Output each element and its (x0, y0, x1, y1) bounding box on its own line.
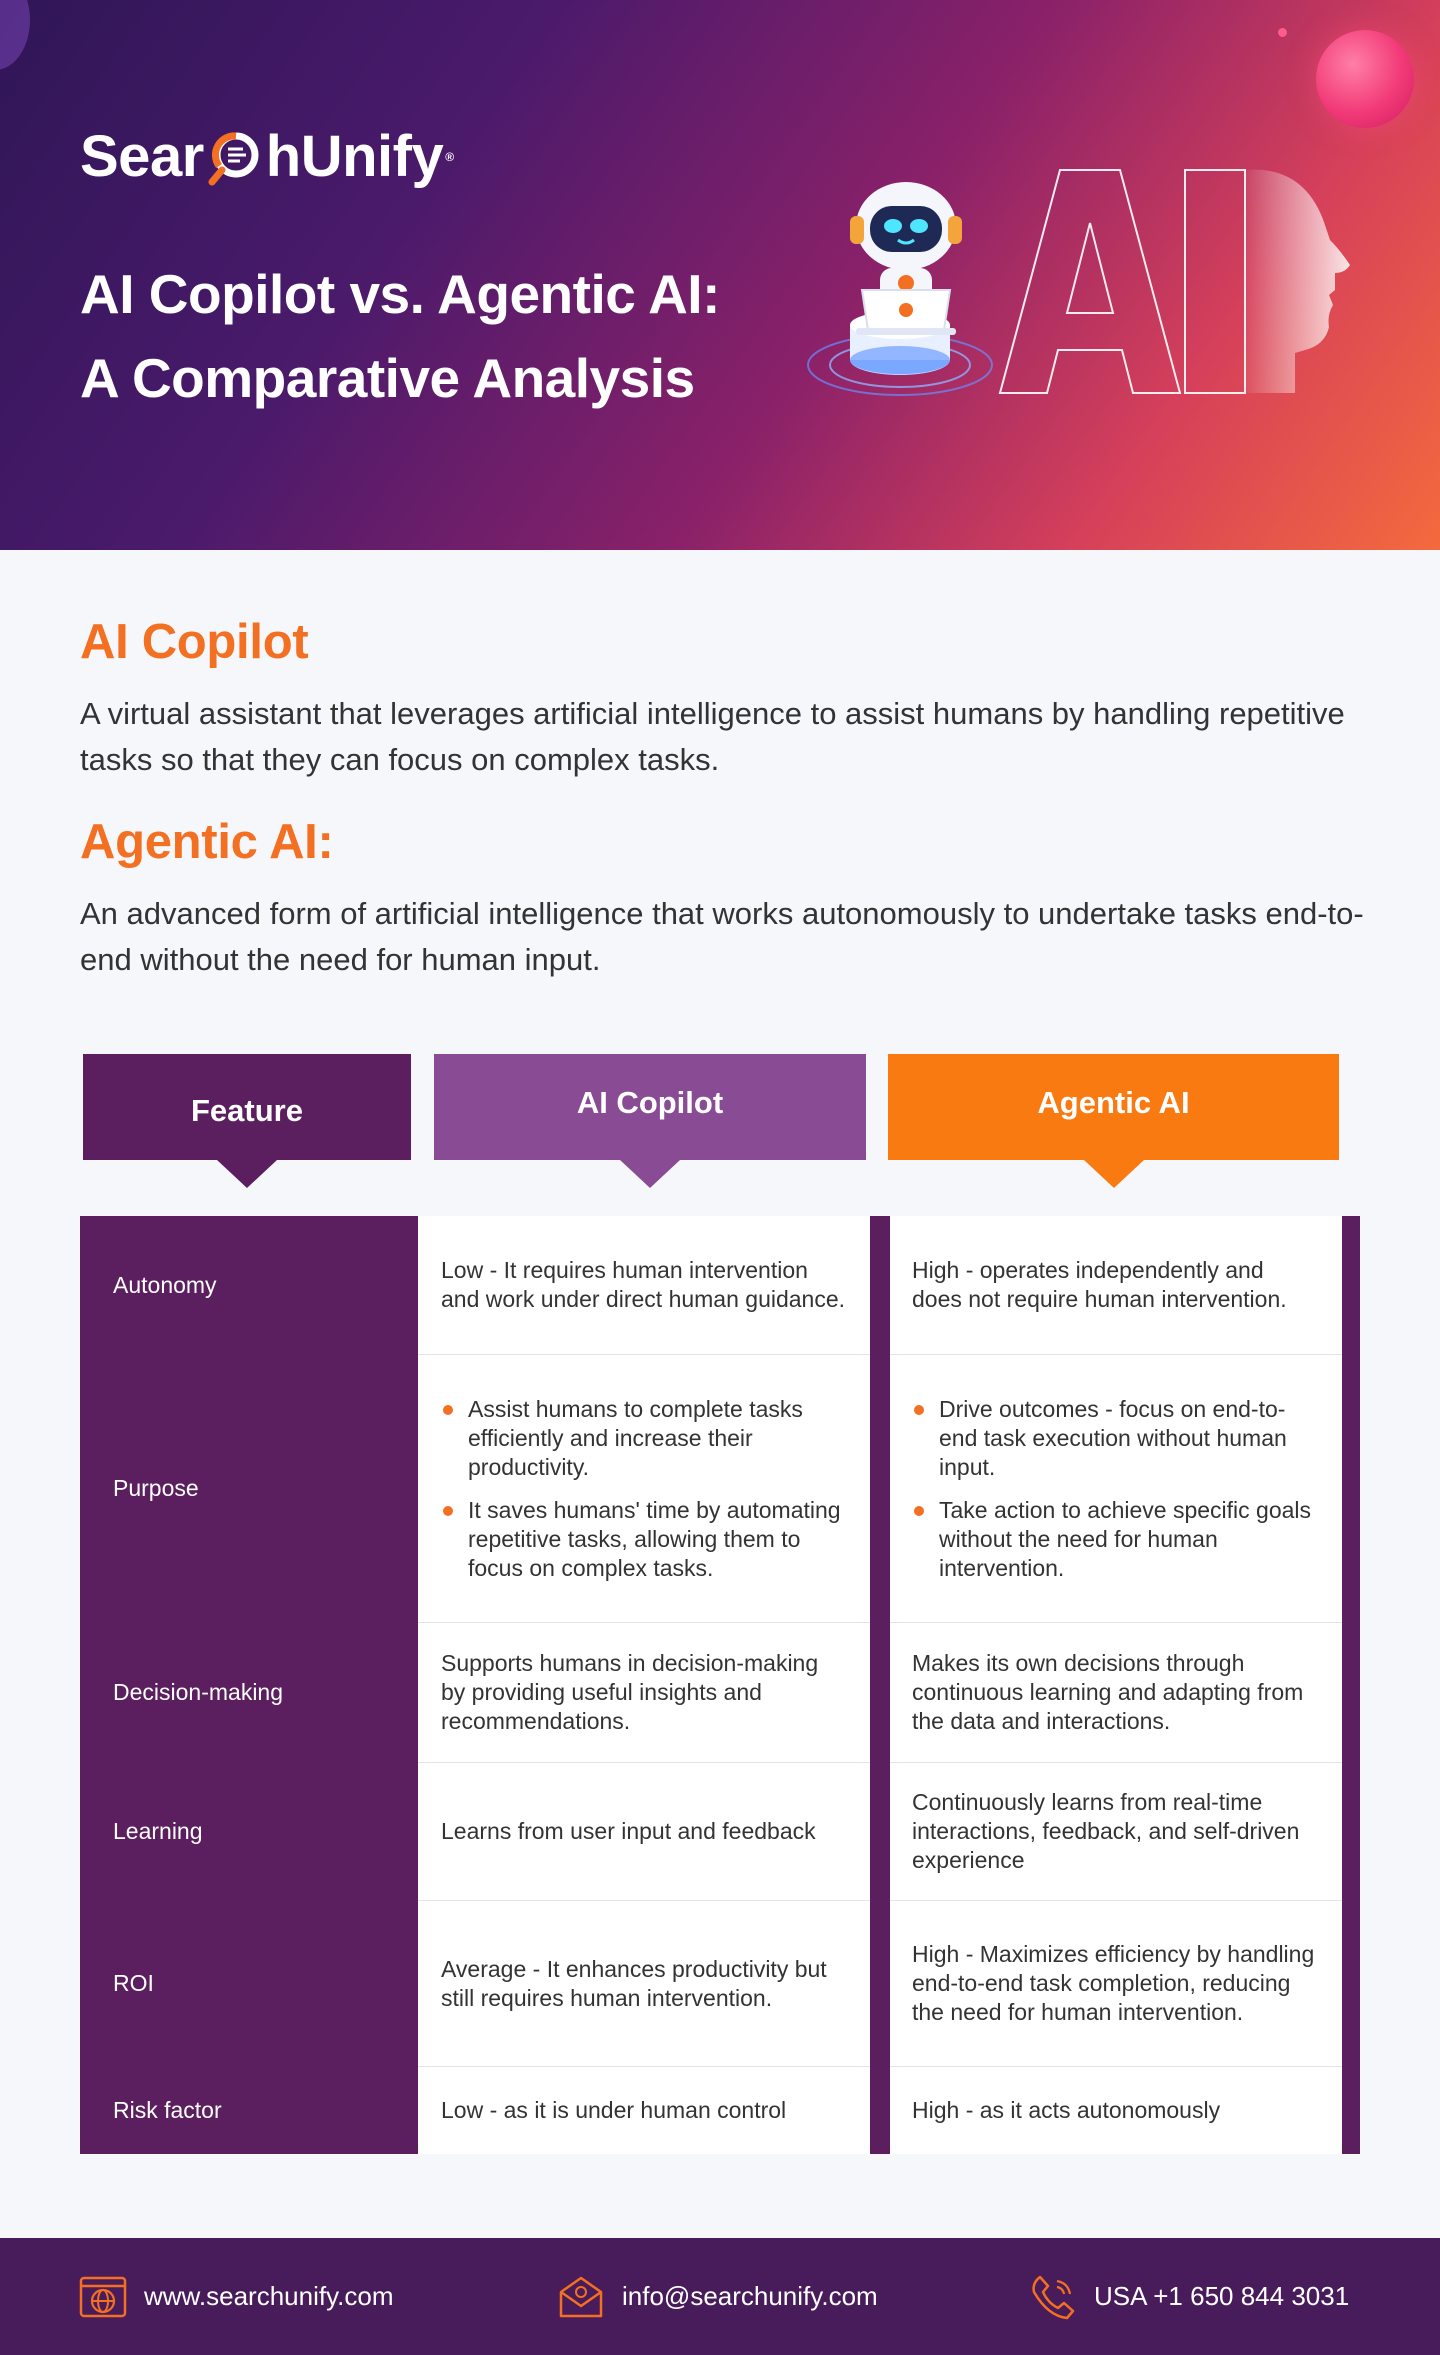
footer (0, 2238, 1440, 2355)
globe-browser-icon (78, 2272, 128, 2322)
agentic-cell (890, 1762, 1342, 1900)
copilot-cell-text: Supports humans in decision-making by providing useful insights and recommendations. (441, 1650, 819, 1734)
hero-banner (0, 0, 1440, 550)
table-row-learning (80, 1762, 1360, 1900)
copilot-cell (418, 2066, 870, 2154)
agentic-cell (890, 2066, 1342, 2154)
list-item: Take action to achieve specific goals without the need for human intervention. (912, 1496, 1318, 1583)
feature-cell: Purpose (113, 1474, 199, 1501)
feature-cell: Risk factor (113, 2096, 222, 2123)
agentic-cell-text: High - as it acts autonomously (912, 2097, 1221, 2123)
copilot-cell (418, 1622, 870, 1762)
robot-illustration (800, 150, 1000, 420)
column-header-agentic-ai (888, 1054, 1339, 1160)
copilot-cell-text: Learns from user input and feedback (441, 1818, 816, 1844)
agentic-cell-text: Continuously learns from real-time interactions, feedback, and self-driven experience (912, 1789, 1300, 1873)
comparison-table (80, 1216, 1360, 2154)
agentic-cell (890, 1354, 1342, 1622)
registered-mark: ® (445, 150, 454, 164)
title-line-2: A Comparative Analysis (80, 347, 695, 409)
table-row-decision-making (80, 1622, 1360, 1762)
agentic-cell-text: High - operates independently and does not require human intervention. (912, 1257, 1287, 1312)
agentic-cell (890, 1900, 1342, 2066)
list-item: Assist humans to complete tasks efficiently and increase their productivity. (441, 1395, 846, 1482)
table-row-purpose (80, 1354, 1360, 1622)
phone-number[interactable]: USA +1 650 844 3031 (1094, 2281, 1350, 2311)
definition-heading-copilot: AI Copilot (80, 615, 309, 669)
table-row-risk-factor (80, 2066, 1360, 2154)
column-header-ai-copilot-label: AI Copilot (576, 1085, 724, 1120)
agentic-cell-text: High - Maximizes efficiency by handling end-to-end task completion, reducing the need for human intervention. (912, 1941, 1315, 2025)
page-title (80, 252, 720, 420)
table-row-roi (80, 1900, 1360, 2066)
copilot-cell (418, 1354, 870, 1622)
decorative-circle (0, 0, 30, 70)
column-header-feature (83, 1054, 411, 1160)
feature-cell: Learning (113, 1817, 203, 1844)
agentic-cell (890, 1622, 1342, 1762)
feature-cell: Decision-making (113, 1678, 284, 1705)
definition-heading-agentic: Agentic AI: (80, 815, 334, 869)
agentic-bullet-list (912, 1395, 1318, 1583)
brand-logo[interactable] (80, 124, 454, 189)
list-item: Drive outcomes - focus on end-to-end task execution without human input. (912, 1395, 1318, 1482)
list-item: It saves humans' time by automating repetitive tasks, allowing them to focus on complex tasks. (441, 1496, 846, 1583)
footer-phone[interactable] (1028, 2238, 1349, 2355)
email-link[interactable]: info@searchunify.com (622, 2281, 878, 2311)
logo-text-end: hUnify (265, 124, 444, 189)
definition-text-copilot: A virtual assistant that leverages artificial intelligence to assist humans by handling repetitive tasks so that they can focus on complex tasks. (80, 696, 1345, 777)
website-link[interactable]: www.searchunify.com (144, 2281, 394, 2311)
agentic-cell (890, 1216, 1342, 1354)
copilot-cell-text: Low - It requires human intervention and work under direct human guidance. (441, 1257, 846, 1312)
footer-website[interactable] (78, 2238, 394, 2355)
copilot-cell-text: Average - It enhances productivity but still requires human intervention. (441, 1955, 827, 2011)
copilot-cell (418, 1216, 870, 1354)
column-header-agentic-ai-label: Agentic AI (1037, 1085, 1190, 1120)
ai-letters-head-illustration (995, 165, 1375, 395)
footer-email[interactable] (556, 2238, 878, 2355)
logo-text-start: Sear (80, 124, 204, 189)
feature-cell: Autonomy (113, 1271, 217, 1298)
feature-cell: ROI (113, 1969, 154, 1996)
column-header-feature-label: Feature (191, 1093, 303, 1128)
phone-icon (1028, 2272, 1078, 2322)
copilot-bullet-list (441, 1395, 846, 1583)
copilot-cell (418, 1762, 870, 1900)
search-magnifier-logo-icon (206, 128, 264, 186)
agentic-cell-text: Makes its own decisions through continuous learning and adapting from the data and interactions. (912, 1650, 1304, 1734)
table-row-autonomy (80, 1216, 1360, 1354)
column-header-ai-copilot (434, 1054, 866, 1160)
copilot-cell-text: Low - as it is under human control (441, 2097, 787, 2123)
decorative-dot (1278, 28, 1287, 37)
title-line-1: AI Copilot vs. Agentic AI: (80, 263, 720, 325)
definition-text-agentic: An advanced form of artificial intelligence that works autonomously to undertake tasks end-to-end without the need for human input. (80, 896, 1364, 977)
email-icon (556, 2272, 606, 2322)
decorative-pink-sphere (1316, 30, 1414, 128)
copilot-cell (418, 1900, 870, 2066)
